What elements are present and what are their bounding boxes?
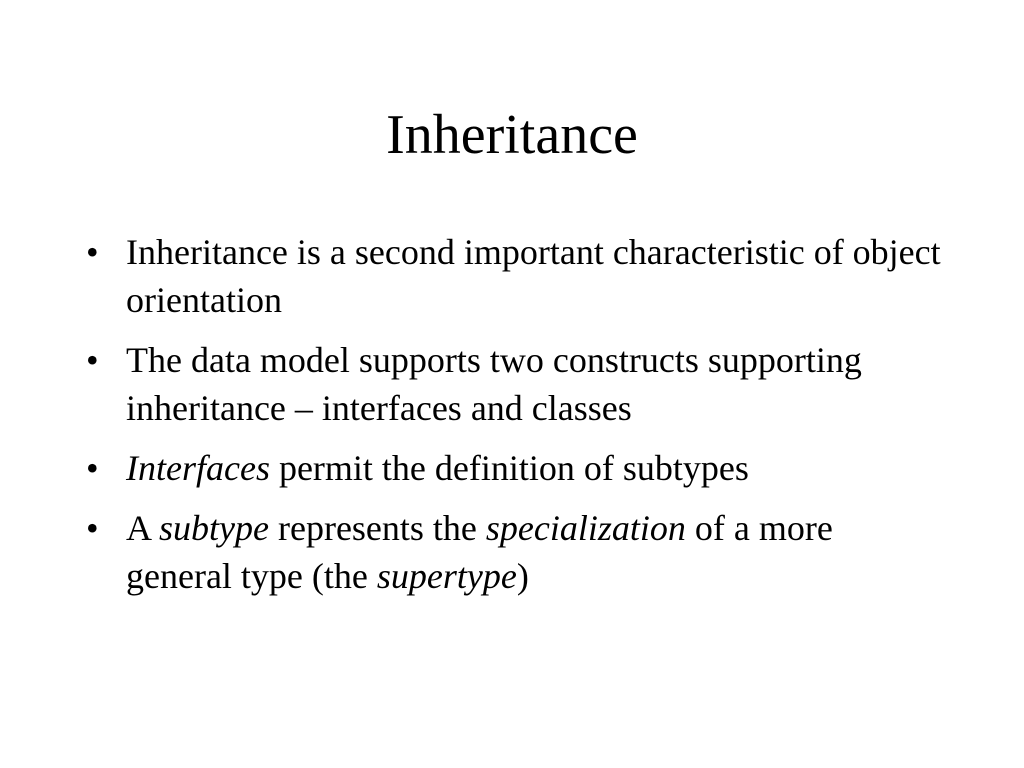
slide-title: Inheritance [386,104,638,166]
bullet-text [126,448,749,488]
bullet-segment: ) [516,556,529,596]
bullet-item [86,444,946,492]
bullet-segment: The data model supports two constructs supporting inheritance – interfaces and classes [126,340,862,428]
bullet-text [126,508,833,596]
bullet-icon: • [86,340,99,380]
bullet-segment-italic: supertype [376,556,517,596]
bullet-segment: of a more general type (the [126,508,833,596]
bullet-segment: Inheritance is a second important characteristic of object orientation [126,232,941,320]
bullet-icon: • [86,232,99,272]
bullet-segment-italic: subtype [159,508,269,548]
bullet-icon: • [86,448,99,488]
bullet-segment-italic: Interfaces [126,448,270,488]
bullet-text [126,232,941,320]
bullet-text [126,340,862,428]
bullet-item [86,504,946,600]
bullet-segment-italic: specialization [485,508,686,548]
bullet-item [86,228,946,324]
bullet-item [86,336,946,432]
bullet-segment: represents the [268,508,486,548]
bullet-segment: A [126,508,160,548]
bullet-segment: permit the definition of subtypes [269,448,749,488]
bullet-list [86,228,946,612]
bullet-icon: • [86,508,99,548]
